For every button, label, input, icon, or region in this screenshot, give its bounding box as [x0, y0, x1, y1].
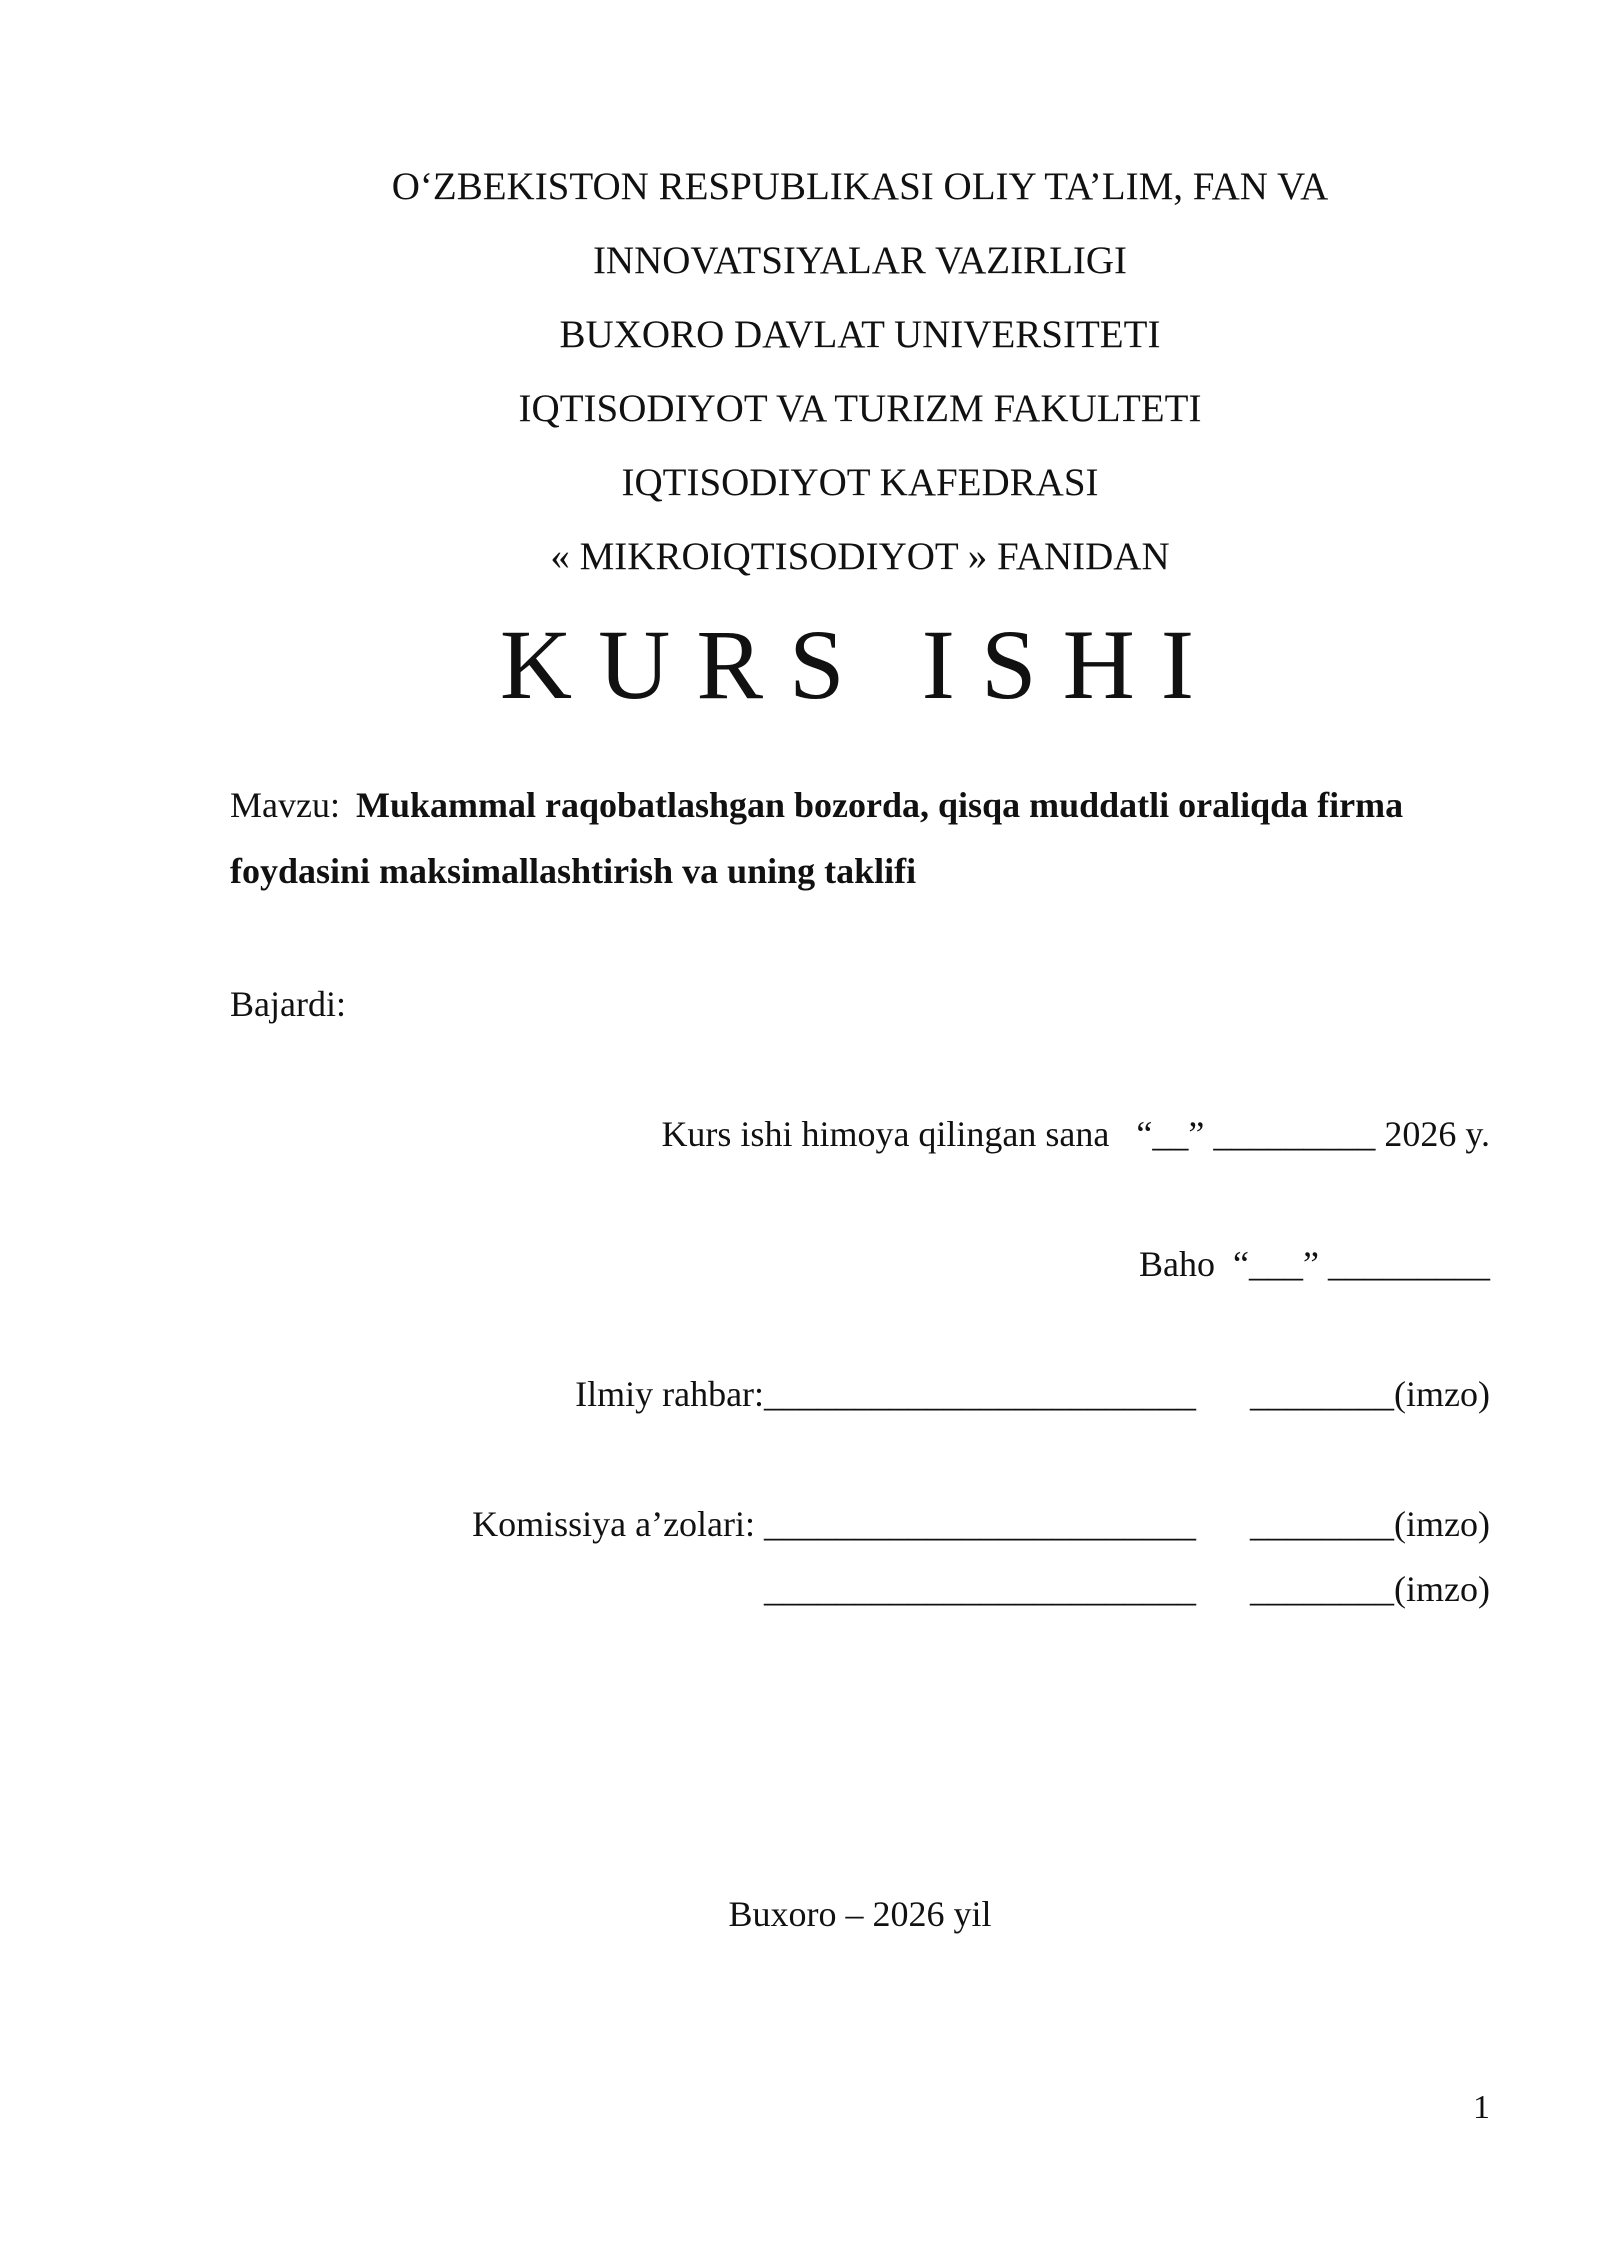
commission-signature-line-2: ________________________ ________(imzo): [764, 1569, 1490, 1609]
done-by-label: Bajardi:: [230, 984, 346, 1024]
grade-line: Baho “___” _________: [1139, 1244, 1490, 1284]
city-year: Buxoro – 2026 yil: [728, 1894, 992, 1934]
page-number: 1: [1473, 2089, 1490, 2126]
supervisor-signature-line: Ilmiy rahbar:________________________ ________(imzo): [575, 1374, 1490, 1414]
institution-header: [230, 150, 1490, 594]
topic-block: [230, 772, 1490, 904]
topic-label: Mavzu:: [230, 785, 340, 825]
header-line-department: IQTISODIYOT KAFEDRASI: [621, 461, 1099, 504]
commission-signature-line-1: Komissiya a’zolari: ________________________ ________(imzo): [472, 1504, 1490, 1544]
header-line-ministry-1: O‘ZBEKISTON RESPUBLIKASI OLIY TA’LIM, FAN VA: [391, 165, 1329, 208]
header-line-ministry-2: INNOVATSIYALAR VAZIRLIGI: [592, 239, 1128, 282]
header-line-university: BUXORO DAVLAT UNIVERSITETI: [559, 313, 1161, 356]
header-line-subject: « MIKROIQTISODIYOT » FANIDAN: [550, 535, 1170, 578]
header-line-faculty: IQTISODIYOT VA TURIZM FAKULTETI: [518, 387, 1202, 430]
topic-text: Mukammal raqobatlashgan bozorda, qisqa muddatli oraliqda firma foydasini maksimallashtirish va uning taklifi: [230, 785, 1404, 891]
document-title: KURS ISHI: [499, 609, 1221, 720]
defense-date-line: Kurs ishi himoya qilingan sana “__” _________ 2026 y.: [661, 1114, 1490, 1154]
